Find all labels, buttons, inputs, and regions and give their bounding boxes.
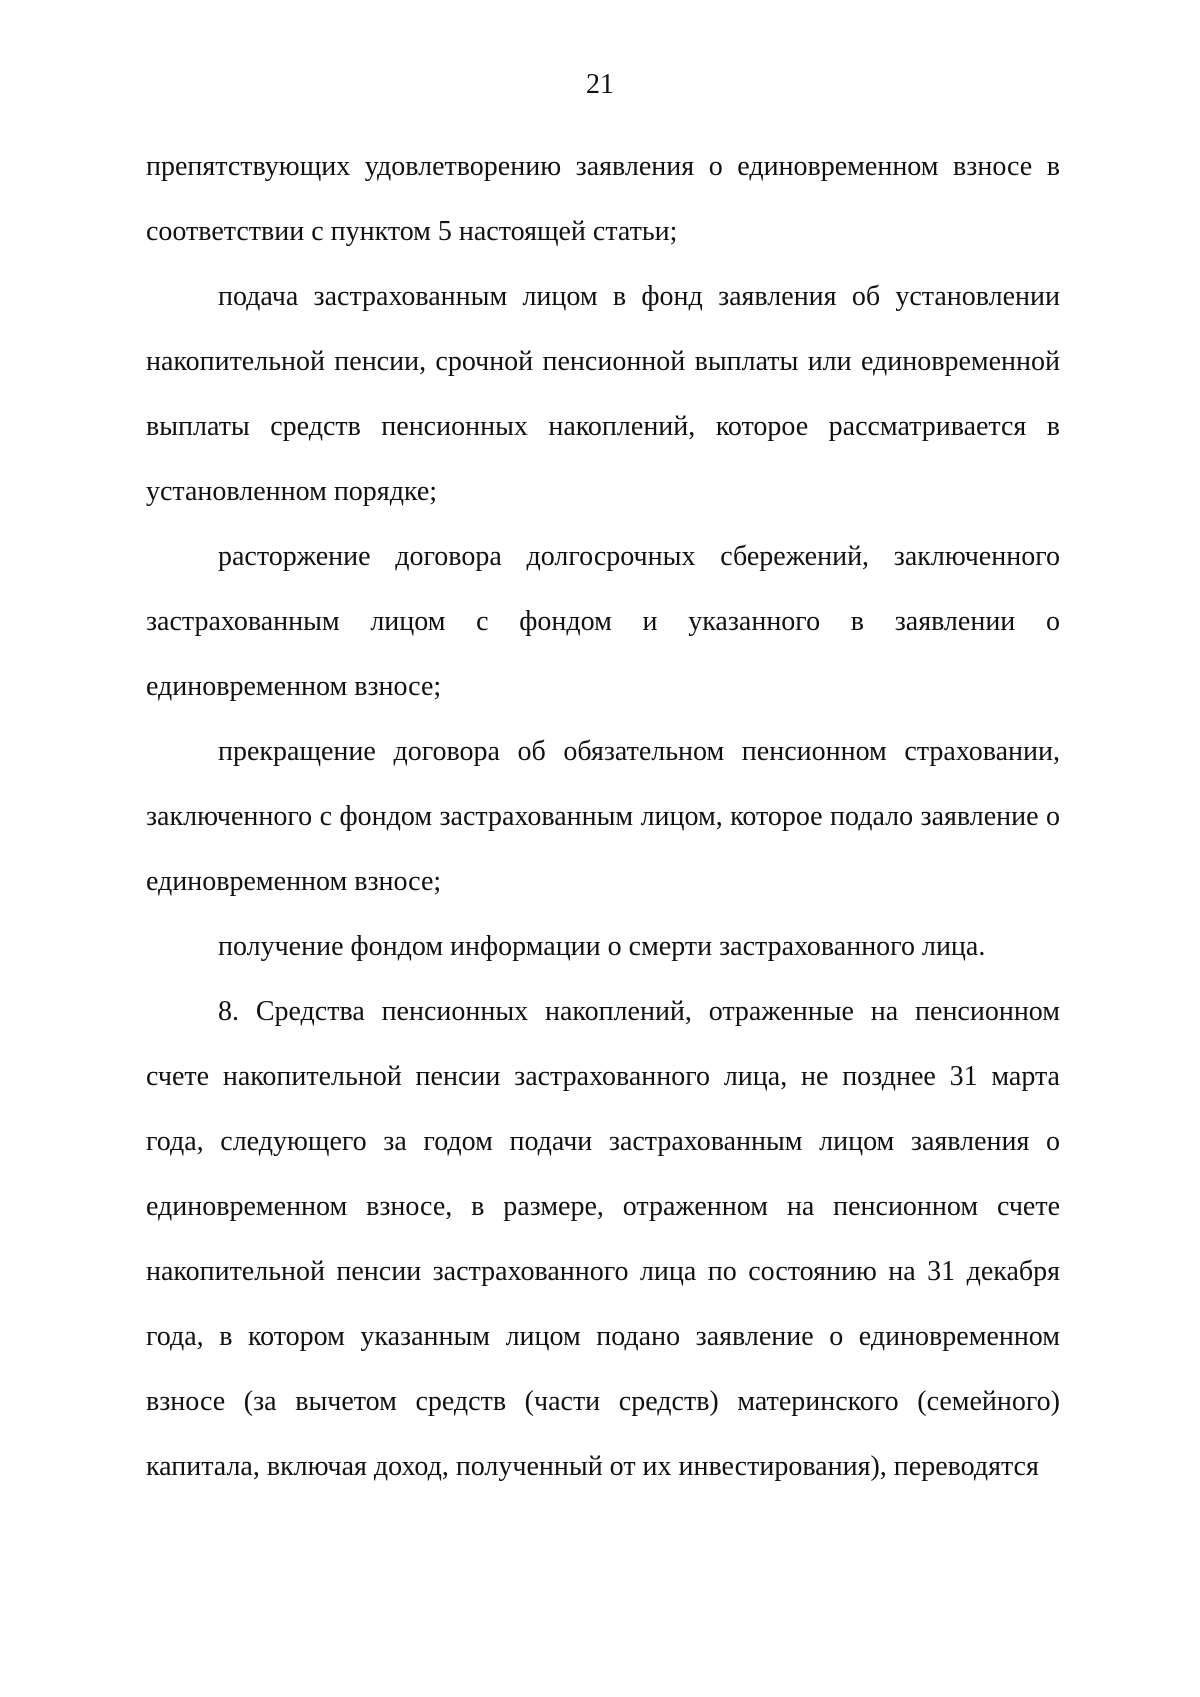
paragraph-contract-termination: расторжение договора долгосрочных сбережений, заключенного застрахованным лицом с фондом и указанного в заявлении о единовременном взносе; bbox=[146, 541, 1060, 702]
paragraph-continuation: препятствующих удовлетворению заявления о единовременном взносе в соответствии с пунктом 5 настоящей статьи; bbox=[146, 151, 1060, 247]
paragraph-pension-application: подача застрахованным лицом в фонд заявления об установлении накопительной пенсии, срочной пенсионной выплаты или единовременной выплаты средств пенсионных накоплений, которое рассматривается в установленном порядке; bbox=[146, 281, 1060, 507]
paragraph-death-information: получение фондом информации о смерти застрахованного лица. bbox=[218, 931, 986, 962]
page-number: 21 bbox=[586, 69, 614, 100]
document-body bbox=[146, 134, 1060, 1499]
paragraph-insurance-contract-end: прекращение договора об обязательном пенсионном страховании, заключенного с фондом застрахованным лицом, которое подало заявление о единовременном взносе; bbox=[146, 736, 1060, 897]
paragraph-item-8: 8. Средства пенсионных накоплений, отраженные на пенсионном счете накопительной пенсии застрахованного лица, не позднее 31 марта года, следующего за годом подачи застрахованным лицом заявления о единовременном взносе, в размере, отраженном на пенсионном счете накопительной пенсии застрахованного лица по состоянию на 31 декабря года, в котором указанным лицом подано заявление о единовременном взносе (за вычетом средств (части средств) материнского (семейного) капитала, включая доход, полученный от их инвестирования), переводятся bbox=[146, 996, 1060, 1482]
